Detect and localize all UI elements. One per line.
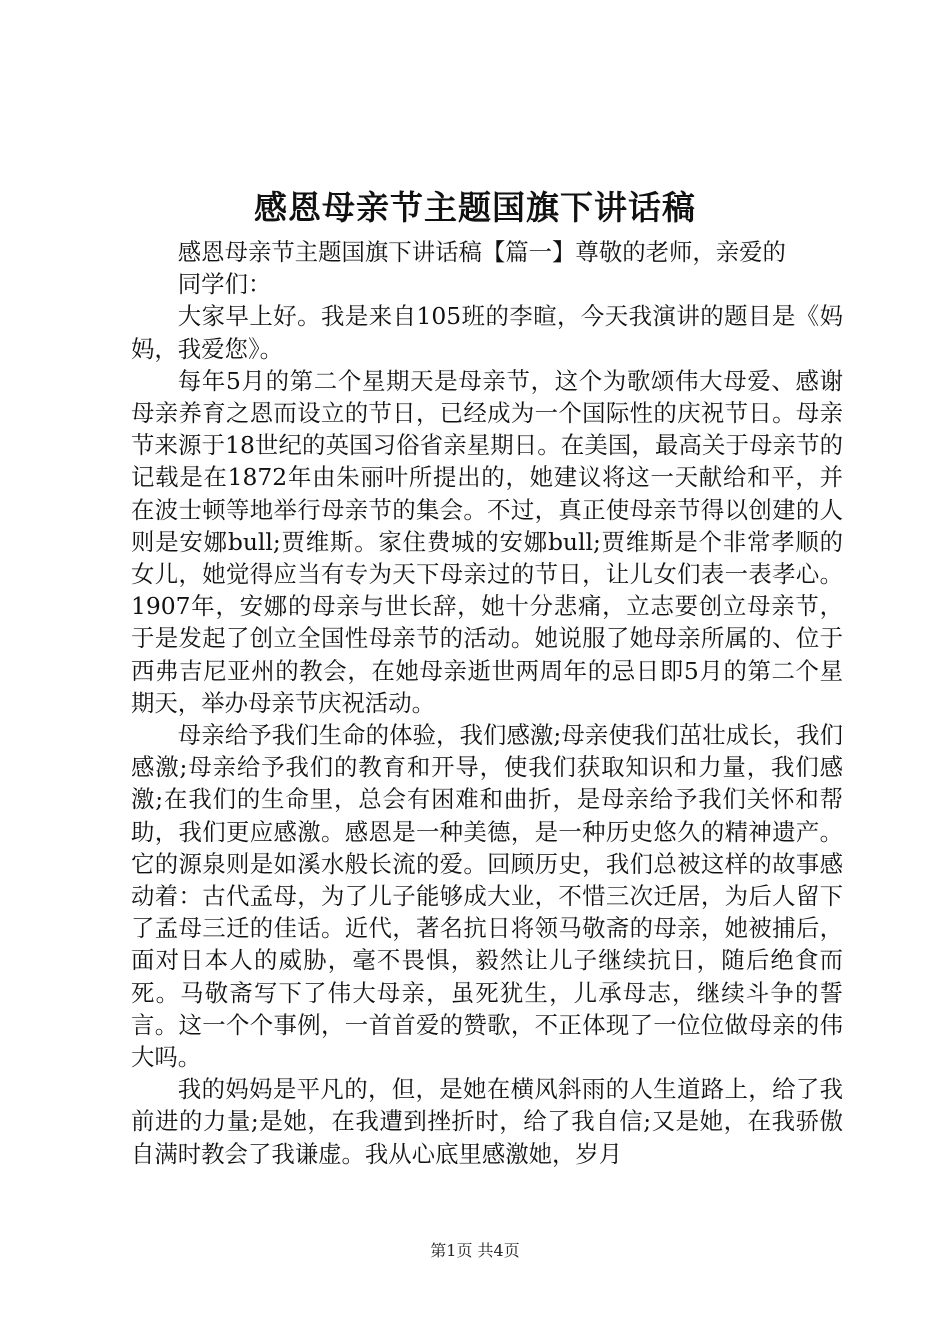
document-body <box>131 236 843 1170</box>
paragraph: 母亲给予我们生命的体验，我们感激;母亲使我们茁壮成长，我们感激;母亲给予我们的教育和开导，使我们获取知识和力量，我们感激;在我们的生命里，总会有困难和曲折，是母亲给予我们关怀和帮助，我们更应感激。感恩是一种美德，是一种历史悠久的精神遗产。它的源泉则是如溪水般长流的爱。回顾历史，我们总被这样的故事感动着：古代孟母，为了儿子能够成大业，不惜三次迁居，为后人留下了孟母三迁的佳话。近代，著名抗日将领马敬斋的母亲，她被捕后，面对日本人的威胁，毫不畏惧，毅然让儿子继续抗日，随后绝食而死。马敬斋写下了伟大母亲，虽死犹生，儿承母志，继续斗争的誓言。这一个个事例，一首首爱的赞歌，不正体现了一位位做母亲的伟大吗。 <box>131 721 843 1072</box>
paragraph: 每年5月的第二个星期天是母亲节，这个为歌颂伟大母爱、感谢母亲养育之恩而设立的节日，已经成为一个国际性的庆祝节日。母亲节来源于18世纪的英国习俗省亲星期日。在美国，最高关于母亲节的记载是在1872年由朱丽叶所提出的，她建议将这一天献给和平，并在波士顿等地举行母亲节的集会。不过，真正使母亲节得以创建的人则是安娜bull;贾维斯。家住费城的安娜bull;贾维斯是个非常孝顺的女儿，她觉得应当有专为天下母亲过的节日，让儿女们表一表孝心。1907年，安娜的母亲与世长辞，她十分悲痛，立志要创立母亲节，于是发起了创立全国性母亲节的活动。她说服了她母亲所属的、位于西弗吉尼亚州的教会，在她母亲逝世两周年的忌日即5月的第二个星期天，举办母亲节庆祝活动。 <box>131 366 843 717</box>
paragraph: 大家早上好。我是来自105班的李暄，今天我演讲的题目是《妈妈，我爱您》。 <box>131 302 843 363</box>
paragraph: 感恩母亲节主题国旗下讲话稿【篇一】尊敬的老师，亲爱的 <box>177 238 786 266</box>
paragraph: 我的妈妈是平凡的，但，是她在横风斜雨的人生道路上，给了我前进的力量;是她，在我遭到挫折时，给了我自信;又是她，在我骄傲自满时教会了我谦虚。我从心底里感激她，岁月 <box>131 1075 843 1168</box>
page-number-footer: 第1页 共4页 <box>430 1241 520 1260</box>
paragraph: 同学们： <box>177 270 272 299</box>
document-title: 感恩母亲节主题国旗下讲话稿 <box>254 188 696 227</box>
